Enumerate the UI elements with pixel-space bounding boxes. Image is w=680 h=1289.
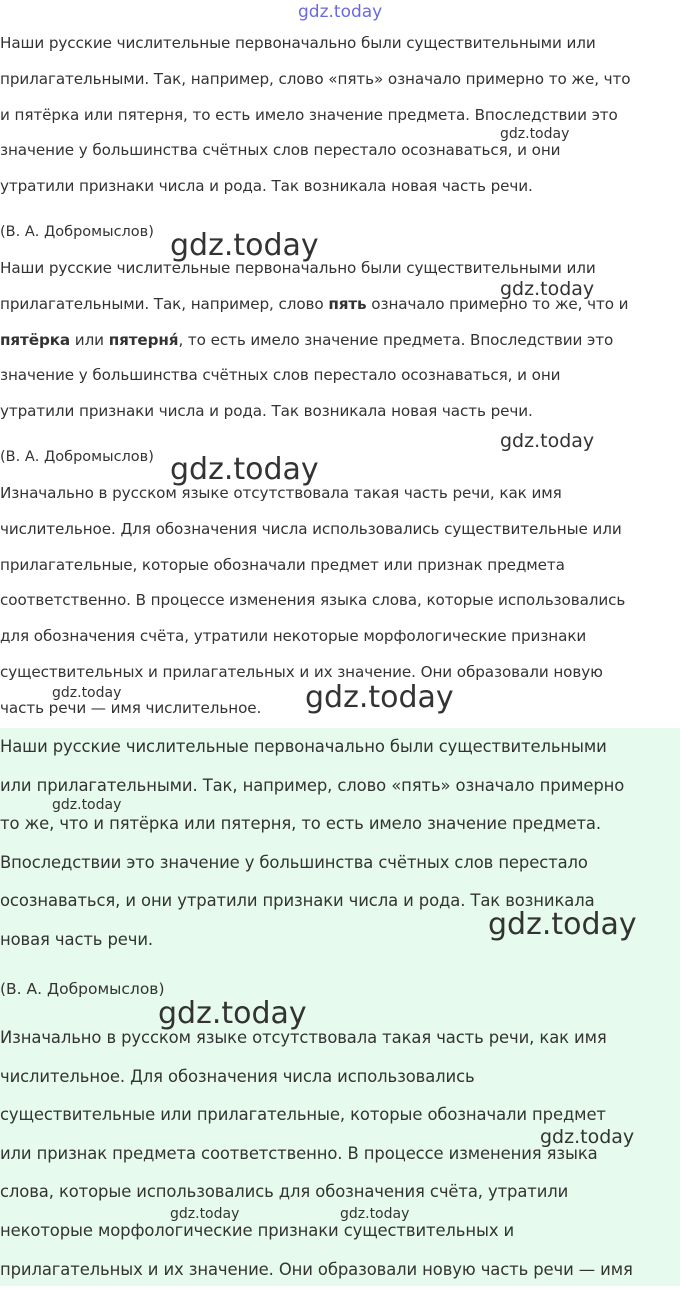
paragraph-line: числительное. Для обозначения числа использовались bbox=[0, 1066, 475, 1086]
author-3: (В. А. Добромыслов) bbox=[0, 980, 165, 998]
paragraph-line: прилагательными. Так, например, слово пять означало примерно то же, что и bbox=[0, 294, 629, 313]
paragraph-line: соответственно. В процессе изменения языка слова, которые использовались bbox=[0, 591, 626, 610]
author-2: (В. А. Добромыслов) bbox=[0, 449, 154, 465]
watermark-text: gdz.today bbox=[500, 430, 595, 452]
paragraph-line: значение у большинства счётных слов перестало осознаваться, и они bbox=[0, 366, 561, 385]
paragraph-line: Наши русские числительные первоначально были существительными bbox=[0, 737, 607, 756]
paragraph-line: Наши русские числительные первоначально были существительными или bbox=[0, 34, 596, 52]
watermark-text: gdz.today bbox=[500, 278, 595, 300]
paragraph-line: Изначально в русском языке отсутствовала такая часть речи, как имя bbox=[0, 1028, 607, 1047]
paragraph-line: Наши русские числительные первоначально были существительными или bbox=[0, 259, 596, 277]
watermark-text: gdz.today bbox=[340, 1206, 410, 1222]
paragraph-line: для обозначения счёта, утратили некоторые морфологические признаки bbox=[0, 627, 587, 646]
watermark-text: gdz.today bbox=[540, 1126, 635, 1148]
highlight-word: пятерня́ bbox=[108, 330, 179, 349]
paragraph-line: и пятёрка или пятерня, то есть имело значение предмета. Впоследствии это bbox=[0, 105, 618, 124]
watermark-text: gdz.today bbox=[170, 1206, 240, 1222]
paragraph-line: слова, которые использовались для обозначения счёта, утратили bbox=[0, 1182, 569, 1202]
watermark-text: gdz.today bbox=[52, 797, 122, 813]
highlight-word: пять bbox=[328, 294, 367, 313]
highlight-word: пятёрка bbox=[0, 330, 71, 349]
watermark-text: gdz.today bbox=[488, 907, 637, 942]
paragraph-line: Изначально в русском языке отсутствовала такая часть речи, как имя bbox=[0, 484, 562, 502]
paragraph-line: новая часть речи. bbox=[0, 929, 154, 949]
paragraph-line: то же, что и пятёрка или пятерня, то есть имело значение предмета. bbox=[0, 814, 601, 834]
paragraph-line: прилагательных и их значение. Они образовали новую часть речи — имя bbox=[0, 1259, 633, 1279]
paragraph-line: часть речи — имя числительное. bbox=[0, 698, 262, 717]
watermark-text: gdz.today bbox=[170, 452, 319, 487]
watermark-text: gdz.today bbox=[158, 996, 307, 1031]
paragraph-line: числительное. Для обозначения числа использовались существительные или bbox=[0, 519, 622, 538]
watermark-text: gdz.today bbox=[500, 126, 570, 142]
paragraph-1 bbox=[0, 26, 630, 205]
watermark-text: gdz.today bbox=[170, 228, 319, 263]
paragraph-line: прилагательными. Так, например, слово «пять» означало примерно то же, что bbox=[0, 69, 631, 88]
paragraph-line: или признак предмета соответственно. В процессе изменения языка bbox=[0, 1143, 598, 1163]
watermark-top: gdz.today bbox=[298, 2, 383, 22]
watermark-text: gdz.today bbox=[52, 685, 122, 701]
paragraph-line: прилагательные, которые обозначали предмет или признак предмета bbox=[0, 555, 565, 574]
paragraph-line: утратили признаки числа и рода. Так возникала новая часть речи. bbox=[0, 177, 533, 196]
watermark-text: gdz.today bbox=[305, 680, 454, 715]
paragraph-line: или прилагательными. Так, например, слово «пять» означало примерно bbox=[0, 775, 625, 795]
paragraph-line: осознаваться, и они утратили признаки числа и рода. Так возникала bbox=[0, 891, 595, 911]
paragraph-line: Впоследствии это значение у большинства счётных слов перестало bbox=[0, 852, 588, 872]
paragraph-line: значение у большинства счётных слов перестало осознаваться, и они bbox=[0, 141, 561, 160]
paragraph-line: некоторые морфологические признаки существительных и bbox=[0, 1220, 515, 1240]
paragraph-line: пятёрка или пятерня́, то есть имело значение предмета. Впоследствии это bbox=[0, 330, 614, 349]
paragraph-5 bbox=[0, 1019, 633, 1289]
paragraph-line: существительных и прилагательных и их значение. Они образовали новую bbox=[0, 662, 603, 681]
paragraph-line: существительные или прилагательные, которые обозначали предмет bbox=[0, 1105, 606, 1125]
author-1: (В. А. Добромыслов) bbox=[0, 224, 154, 240]
paragraph-line: утратили признаки числа и рода. Так возникала новая часть речи. bbox=[0, 402, 533, 421]
